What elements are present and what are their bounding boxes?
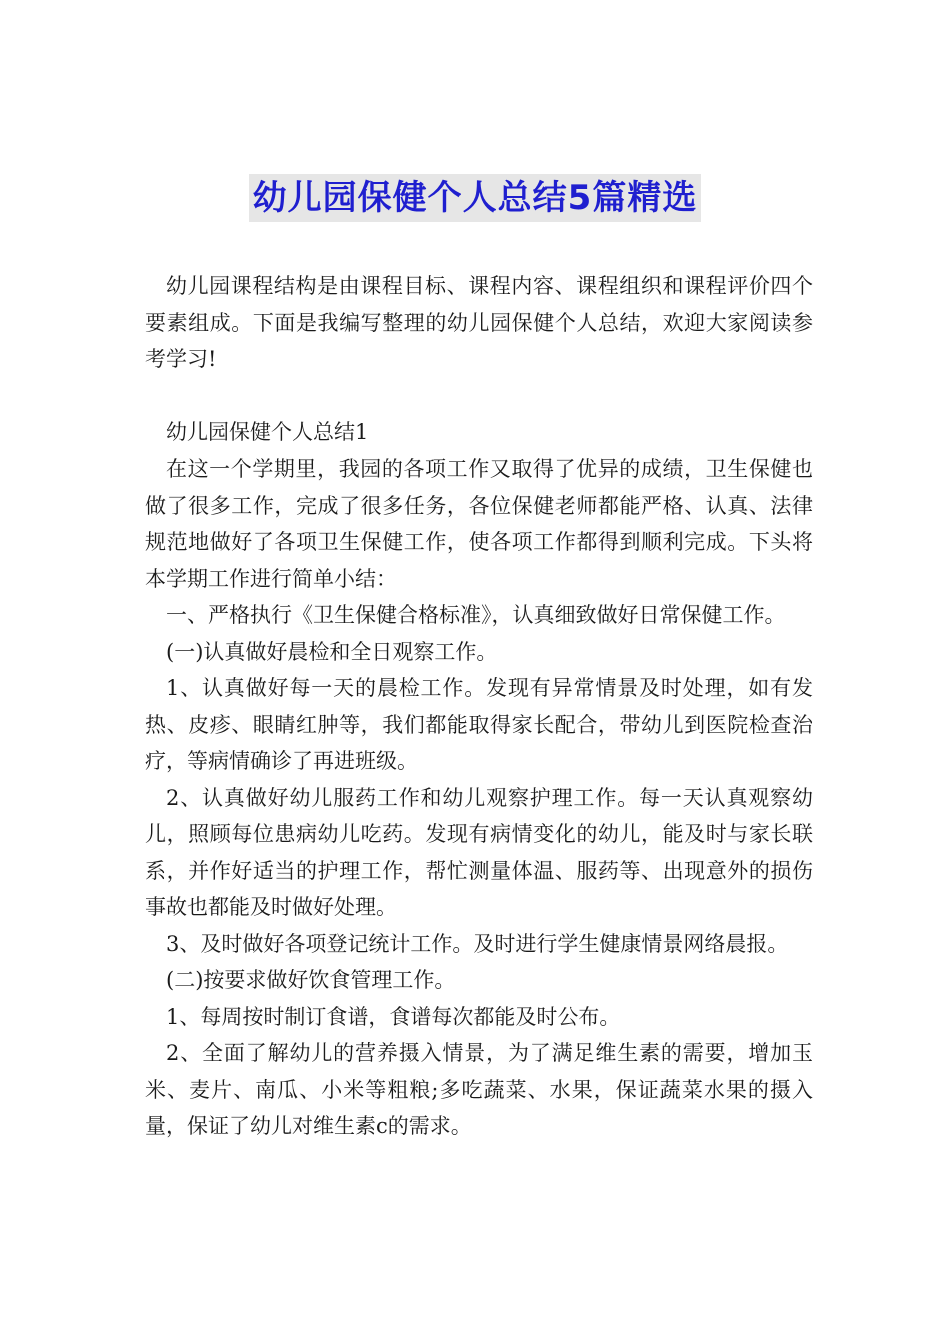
paragraph: 一、严格执行《卫生保健合格标准》，认真细致做好日常保健工作。 [166,603,786,627]
paragraph: 1、认真做好每一天的晨检工作。发现有异常情景及时处理，如有发热、皮疹、眼睛红肿等，我们都能取得家长配合，带幼儿到医院检查治疗，等病情确诊了再进班级。 [145,676,813,773]
paragraph: 3、及时做好各项登记统计工作。及时进行学生健康情景网络晨报。 [166,931,789,956]
paragraph: 1、每周按时制订食谱，食谱每次都能及时公布。 [166,1004,621,1029]
document-title: 幼儿园保健个人总结5篇精选 [249,174,702,222]
paragraph: (二)按要求做好饮食管理工作。 [166,968,456,992]
document-body [145,268,813,1145]
title-container [0,174,950,222]
paragraph: (一)认真做好晨检和全日观察工作。 [166,639,498,664]
intro-paragraph: 幼儿园课程结构是由课程目标、课程内容、课程组织和课程评价四个要素组成。下面是我编写整理的幼儿园保健个人总结，欢迎大家阅读参考学习! [145,274,813,371]
paragraph: 2、全面了解幼儿的营养摄入情景，为了满足维生素的需要，增加玉米、麦片、南瓜、小米等粗粮;多吃蔬菜、水果，保证蔬菜水果的摄入量，保证了幼儿对维生素c的需求。 [145,1041,813,1138]
paragraph: 在这一个学期里，我园的各项工作又取得了优异的成绩，卫生保健也做了很多工作，完成了很多任务，各位保健老师都能严格、认真、法律规范地做好了各项卫生保健工作，使各项工作都得到顺利完成。下头将本学期工作进行简单小结： [145,457,813,591]
section-heading: 幼儿园保健个人总结1 [166,419,369,444]
paragraph: 2、认真做好幼儿服药工作和幼儿观察护理工作。每一天认真观察幼儿，照顾每位患病幼儿吃药。发现有病情变化的幼儿，能及时与家长联系，并作好适当的护理工作，帮忙测量体温、服药等、出现意外的损伤事故也都能及时做好处理。 [145,785,813,919]
